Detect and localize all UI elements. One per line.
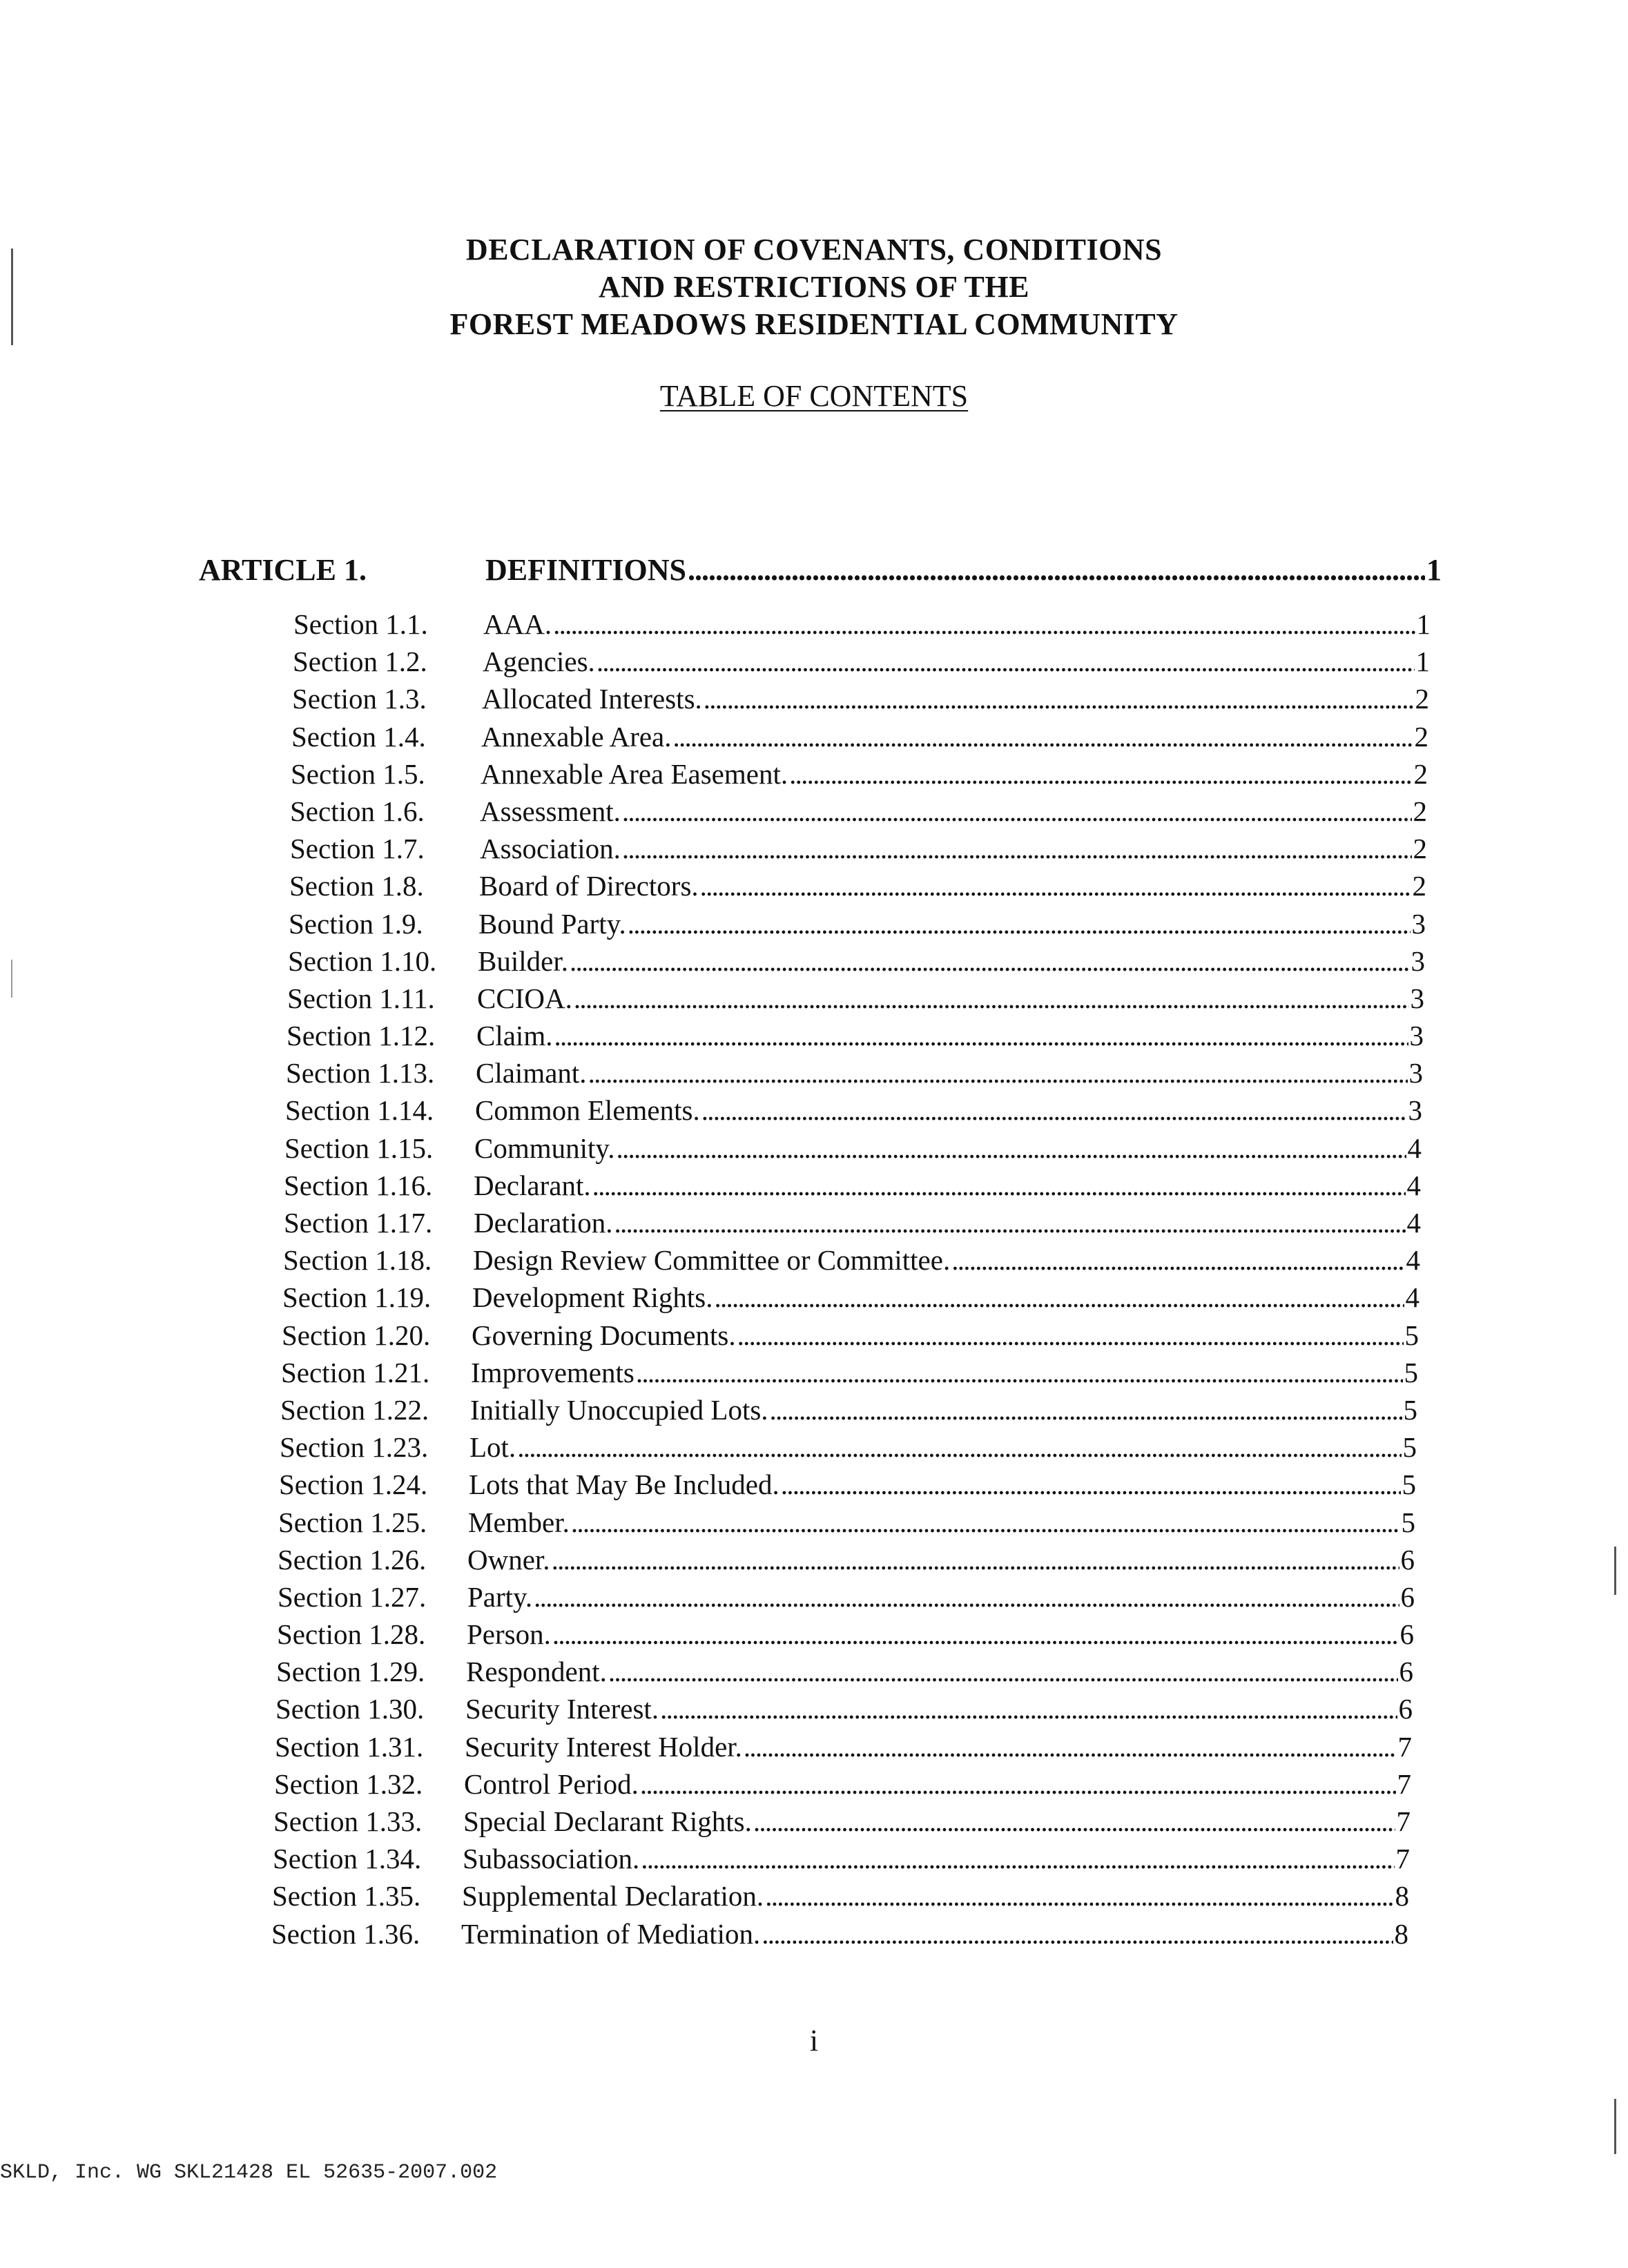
toc-section-row <box>0 1019 1628 1056</box>
section-page-number: 5 <box>1402 1469 1416 1501</box>
section-title: AAA. <box>483 608 552 640</box>
section-page-number: 2 <box>1413 757 1428 790</box>
dot-leader <box>517 1431 1401 1464</box>
section-page-number: 4 <box>1405 1281 1419 1314</box>
toc-section-row <box>0 1655 1628 1692</box>
dot-leader <box>636 1356 1403 1389</box>
toc-section-row <box>0 907 1628 944</box>
section-title: Subassociation. <box>463 1843 640 1875</box>
toc-section-row <box>0 1692 1628 1729</box>
section-label: Section 1.9. <box>289 907 423 940</box>
section-label: Section 1.24. <box>279 1469 428 1501</box>
section-label: Section 1.19. <box>282 1281 432 1314</box>
dot-leader <box>608 1655 1398 1688</box>
section-title: Annexable Area. <box>481 720 672 753</box>
toc-section-row <box>0 1805 1628 1842</box>
toc-section-row <box>0 720 1628 757</box>
section-label: Section 1.30. <box>275 1693 425 1725</box>
section-entry <box>465 1730 1412 1763</box>
section-label: Section 1.22. <box>280 1393 429 1426</box>
section-page-number: 2 <box>1413 795 1427 827</box>
toc-section-row <box>0 1618 1628 1655</box>
section-label: Section 1.11. <box>287 982 435 1014</box>
dot-leader <box>781 1468 1401 1501</box>
dot-leader <box>765 1879 1393 1912</box>
section-title: Security Interest Holder. <box>465 1730 742 1763</box>
toc-section-row <box>0 1767 1628 1805</box>
section-label: Section 1.20. <box>282 1319 431 1351</box>
toc-heading-text: TABLE OF CONTENTS <box>659 379 969 413</box>
section-entry <box>471 1356 1418 1389</box>
section-entry <box>462 1879 1409 1912</box>
toc-section-row <box>0 1281 1628 1318</box>
dot-leader <box>737 1319 1404 1352</box>
section-entry <box>483 608 1431 641</box>
toc-section-row <box>0 1169 1628 1206</box>
section-entry <box>463 1805 1411 1838</box>
scan-artifact <box>1614 1547 1616 1595</box>
section-page-number: 7 <box>1395 1843 1410 1875</box>
dot-leader <box>673 720 1413 753</box>
section-title: CCIOA. <box>477 982 572 1014</box>
section-page-number: 5 <box>1401 1506 1415 1538</box>
section-entry <box>482 682 1429 715</box>
section-page-number: 1 <box>1416 608 1431 640</box>
article-page-number: 1 <box>1426 553 1442 587</box>
section-label: Section 1.23. <box>280 1431 429 1464</box>
dot-leader <box>622 832 1412 865</box>
section-label: Section 1.31. <box>275 1730 424 1763</box>
section-label: Section 1.5. <box>291 757 425 790</box>
section-label: Section 1.3. <box>292 683 427 715</box>
title-line: DECLARATION OF COVENANTS, CONDITIONS <box>465 233 1163 266</box>
section-title: Association. <box>480 833 621 865</box>
document-title <box>0 231 1628 343</box>
dot-leader <box>770 1393 1402 1426</box>
article-title-row <box>485 552 1442 588</box>
section-label: Section 1.14. <box>285 1094 434 1127</box>
dot-leader <box>744 1730 1397 1763</box>
toc-section-row <box>0 832 1628 869</box>
section-title: Builder. <box>478 944 568 977</box>
toc-section-row <box>0 1319 1628 1356</box>
section-page-number: 4 <box>1406 1169 1421 1201</box>
section-title: Special Declarant Rights. <box>463 1805 752 1837</box>
title-line: FOREST MEADOWS RESIDENTIAL COMMUNITY <box>449 307 1179 341</box>
toc-section-row <box>0 645 1628 682</box>
section-label: Section 1.32. <box>274 1767 423 1800</box>
section-page-number: 1 <box>1415 646 1430 678</box>
section-page-number: 5 <box>1404 1319 1419 1351</box>
section-page-number: 8 <box>1394 1917 1408 1950</box>
section-title: Assessment. <box>480 795 621 827</box>
section-entry <box>469 1468 1416 1501</box>
section-title: Owner. <box>467 1543 550 1576</box>
section-page-number: 5 <box>1403 1393 1417 1426</box>
dot-leader <box>753 1805 1395 1838</box>
section-label: Section 1.12. <box>287 1020 436 1052</box>
section-page-number: 8 <box>1395 1880 1409 1912</box>
section-label: Section 1.18. <box>283 1244 432 1277</box>
section-title: Bound Party. <box>478 907 626 940</box>
section-entry <box>465 1692 1413 1725</box>
toc-section-row <box>0 1506 1628 1543</box>
dot-leader <box>628 907 1411 940</box>
section-label: Section 1.21. <box>281 1356 430 1388</box>
dot-leader <box>704 682 1414 715</box>
dot-leader <box>622 795 1412 828</box>
section-entry <box>474 1169 1421 1202</box>
section-page-number: 3 <box>1411 907 1426 940</box>
section-entry <box>467 1543 1415 1576</box>
section-title: Claim. <box>476 1020 553 1052</box>
dot-leader <box>552 1618 1399 1651</box>
dot-leader <box>571 1506 1400 1539</box>
toc-section-row <box>0 1243 1628 1281</box>
section-title: Member. <box>468 1506 570 1538</box>
section-title: Respondent. <box>466 1656 607 1688</box>
toc-section-row <box>0 1206 1628 1243</box>
toc-section-row <box>0 1580 1628 1618</box>
section-label: Section 1.28. <box>277 1618 426 1651</box>
section-title: Lot. <box>469 1431 516 1464</box>
section-entry <box>467 1580 1415 1613</box>
article-title: DEFINITIONS <box>485 553 686 587</box>
section-title: Termination of Mediation. <box>461 1917 761 1950</box>
dot-leader <box>762 1917 1393 1950</box>
section-page-number: 6 <box>1399 1618 1414 1651</box>
section-entry <box>472 1281 1419 1314</box>
section-label: Section 1.35. <box>272 1880 421 1912</box>
dot-leader <box>552 1543 1399 1576</box>
toc-section-row <box>0 1356 1628 1393</box>
section-label: Section 1.13. <box>286 1057 435 1089</box>
dot-leader <box>714 1281 1404 1314</box>
section-page-number: 2 <box>1412 870 1426 902</box>
section-list <box>0 608 1628 1955</box>
section-title: Improvements <box>471 1356 634 1388</box>
dot-leader <box>789 757 1412 791</box>
section-title: Lots that May Be Included. <box>469 1469 779 1501</box>
toc-section-row <box>0 1842 1628 1879</box>
dot-leader <box>574 982 1409 1015</box>
section-label: Section 1.36. <box>271 1917 420 1950</box>
section-page-number: 3 <box>1408 1057 1423 1089</box>
toc-section-row <box>0 1393 1628 1431</box>
section-page-number: 5 <box>1402 1431 1417 1464</box>
section-page-number: 6 <box>1400 1580 1415 1613</box>
toc-section-row <box>0 944 1628 982</box>
section-label: Section 1.15. <box>284 1132 434 1164</box>
dot-leader <box>553 608 1415 641</box>
section-page-number: 7 <box>1397 1767 1411 1800</box>
section-page-number: 6 <box>1400 1543 1415 1576</box>
toc-section-row <box>0 682 1628 719</box>
toc-section-row <box>0 1431 1628 1468</box>
section-entry <box>481 757 1428 791</box>
section-label: Section 1.27. <box>278 1580 427 1613</box>
section-title: Common Elements. <box>475 1094 700 1127</box>
section-page-number: 3 <box>1410 982 1424 1014</box>
section-title: Allocated Interests. <box>482 683 702 715</box>
section-label: Section 1.17. <box>284 1207 433 1239</box>
section-entry <box>478 907 1426 940</box>
scan-artifact <box>11 249 13 345</box>
section-entry <box>461 1917 1408 1950</box>
section-label: Section 1.2. <box>293 646 427 678</box>
toc-section-row <box>0 608 1628 645</box>
section-title: Development Rights. <box>472 1281 713 1314</box>
toc-section-row <box>0 1730 1628 1767</box>
toc-section-row <box>0 982 1628 1019</box>
dot-leader <box>700 869 1411 902</box>
article-label: ARTICLE 1. <box>199 553 367 587</box>
dot-leader <box>554 1019 1408 1052</box>
section-page-number: 4 <box>1407 1132 1422 1164</box>
section-label: Section 1.34. <box>273 1843 422 1875</box>
section-title: Board of Directors. <box>479 870 699 902</box>
section-title: Security Interest. <box>465 1693 659 1725</box>
section-page-number: 4 <box>1406 1244 1420 1277</box>
section-entry <box>477 982 1424 1015</box>
section-entry <box>469 1431 1417 1464</box>
section-entry <box>474 1132 1422 1165</box>
dot-leader <box>592 1169 1406 1202</box>
dot-leader <box>701 1094 1407 1127</box>
section-label: Section 1.8. <box>289 870 424 902</box>
toc-section-row <box>0 869 1628 907</box>
toc-section-row <box>0 1543 1628 1580</box>
section-title: Agencies. <box>483 646 595 678</box>
section-entry <box>480 832 1427 865</box>
document-id-footer: SKLD, Inc. WG SKL21428 EL 52635-2007.002 <box>0 2161 498 2184</box>
section-title: Person. <box>467 1618 551 1651</box>
toc-section-row <box>0 1917 1628 1955</box>
section-entry <box>466 1655 1413 1688</box>
dot-leader <box>588 1056 1408 1089</box>
section-entry <box>483 645 1430 678</box>
section-entry <box>464 1767 1411 1801</box>
section-label: Section 1.33. <box>273 1805 423 1837</box>
section-title: Control Period. <box>464 1767 639 1800</box>
section-page-number: 3 <box>1411 944 1425 977</box>
section-label: Section 1.7. <box>290 833 425 865</box>
toc-section-row <box>0 757 1628 795</box>
section-entry <box>463 1842 1410 1875</box>
section-label: Section 1.16. <box>284 1169 433 1201</box>
section-label: Section 1.25. <box>278 1506 427 1538</box>
section-page-number: 5 <box>1404 1356 1418 1388</box>
section-page-number: 6 <box>1398 1693 1413 1725</box>
section-title: Supplemental Declaration. <box>462 1880 764 1912</box>
section-title: Initially Unoccupied Lots. <box>470 1393 768 1426</box>
section-title: Governing Documents. <box>472 1319 736 1351</box>
section-entry <box>468 1506 1415 1539</box>
section-page-number: 2 <box>1414 720 1428 753</box>
dot-leader <box>614 1206 1405 1239</box>
toc-heading <box>0 378 1628 414</box>
section-entry <box>467 1618 1414 1651</box>
toc-section-row <box>0 1056 1628 1094</box>
section-title: Community. <box>474 1132 615 1164</box>
section-label: Section 1.10. <box>288 944 437 977</box>
section-entry <box>476 1056 1423 1089</box>
toc-section-row <box>0 1132 1628 1169</box>
section-label: Section 1.26. <box>278 1543 427 1576</box>
section-entry <box>478 944 1425 978</box>
section-title: Declarant. <box>474 1169 591 1201</box>
section-page-number: 3 <box>1409 1020 1424 1052</box>
section-title: Design Review Committee or Committee. <box>473 1244 951 1277</box>
section-entry <box>479 869 1426 902</box>
section-entry <box>476 1019 1424 1052</box>
toc-section-row <box>0 795 1628 832</box>
section-title: Claimant. <box>476 1057 587 1089</box>
section-entry <box>474 1206 1421 1239</box>
toc-section-row <box>0 1468 1628 1505</box>
section-page-number: 7 <box>1397 1730 1412 1763</box>
section-entry <box>475 1094 1422 1127</box>
article-entry <box>199 552 1442 597</box>
title-line: AND RESTRICTIONS OF THE <box>599 270 1029 304</box>
toc-section-row <box>0 1879 1628 1917</box>
section-page-number: 7 <box>1396 1805 1411 1837</box>
toc-section-row <box>0 1094 1628 1131</box>
dot-leader <box>534 1580 1399 1613</box>
dot-leader <box>570 944 1410 978</box>
section-entry <box>472 1319 1419 1352</box>
section-entry <box>481 720 1428 753</box>
section-title: Declaration. <box>474 1207 613 1239</box>
scan-artifact <box>11 960 12 998</box>
dot-leader <box>660 1692 1397 1725</box>
section-title: Annexable Area Easement. <box>481 757 788 790</box>
section-page-number: 2 <box>1413 833 1427 865</box>
section-label: Section 1.4. <box>291 720 426 753</box>
section-page-number: 4 <box>1406 1207 1421 1239</box>
dot-leader <box>951 1243 1404 1277</box>
section-label: Section 1.29. <box>276 1656 425 1688</box>
dot-leader <box>641 1842 1394 1875</box>
dot-leader <box>617 1132 1406 1165</box>
section-page-number: 3 <box>1408 1094 1422 1127</box>
section-entry <box>480 795 1427 828</box>
dot-leader <box>640 1767 1396 1801</box>
page-number: i <box>809 2024 819 2057</box>
section-title: Party. <box>467 1580 533 1613</box>
section-label: Section 1.6. <box>290 795 425 827</box>
section-page-number: 6 <box>1399 1656 1413 1688</box>
scan-artifact <box>1614 2099 1616 2154</box>
section-entry <box>470 1393 1417 1426</box>
dot-leader <box>597 645 1415 678</box>
section-label: Section 1.1. <box>293 608 428 640</box>
section-page-number: 2 <box>1415 683 1429 715</box>
dot-leader <box>688 552 1425 588</box>
section-entry <box>473 1243 1420 1277</box>
